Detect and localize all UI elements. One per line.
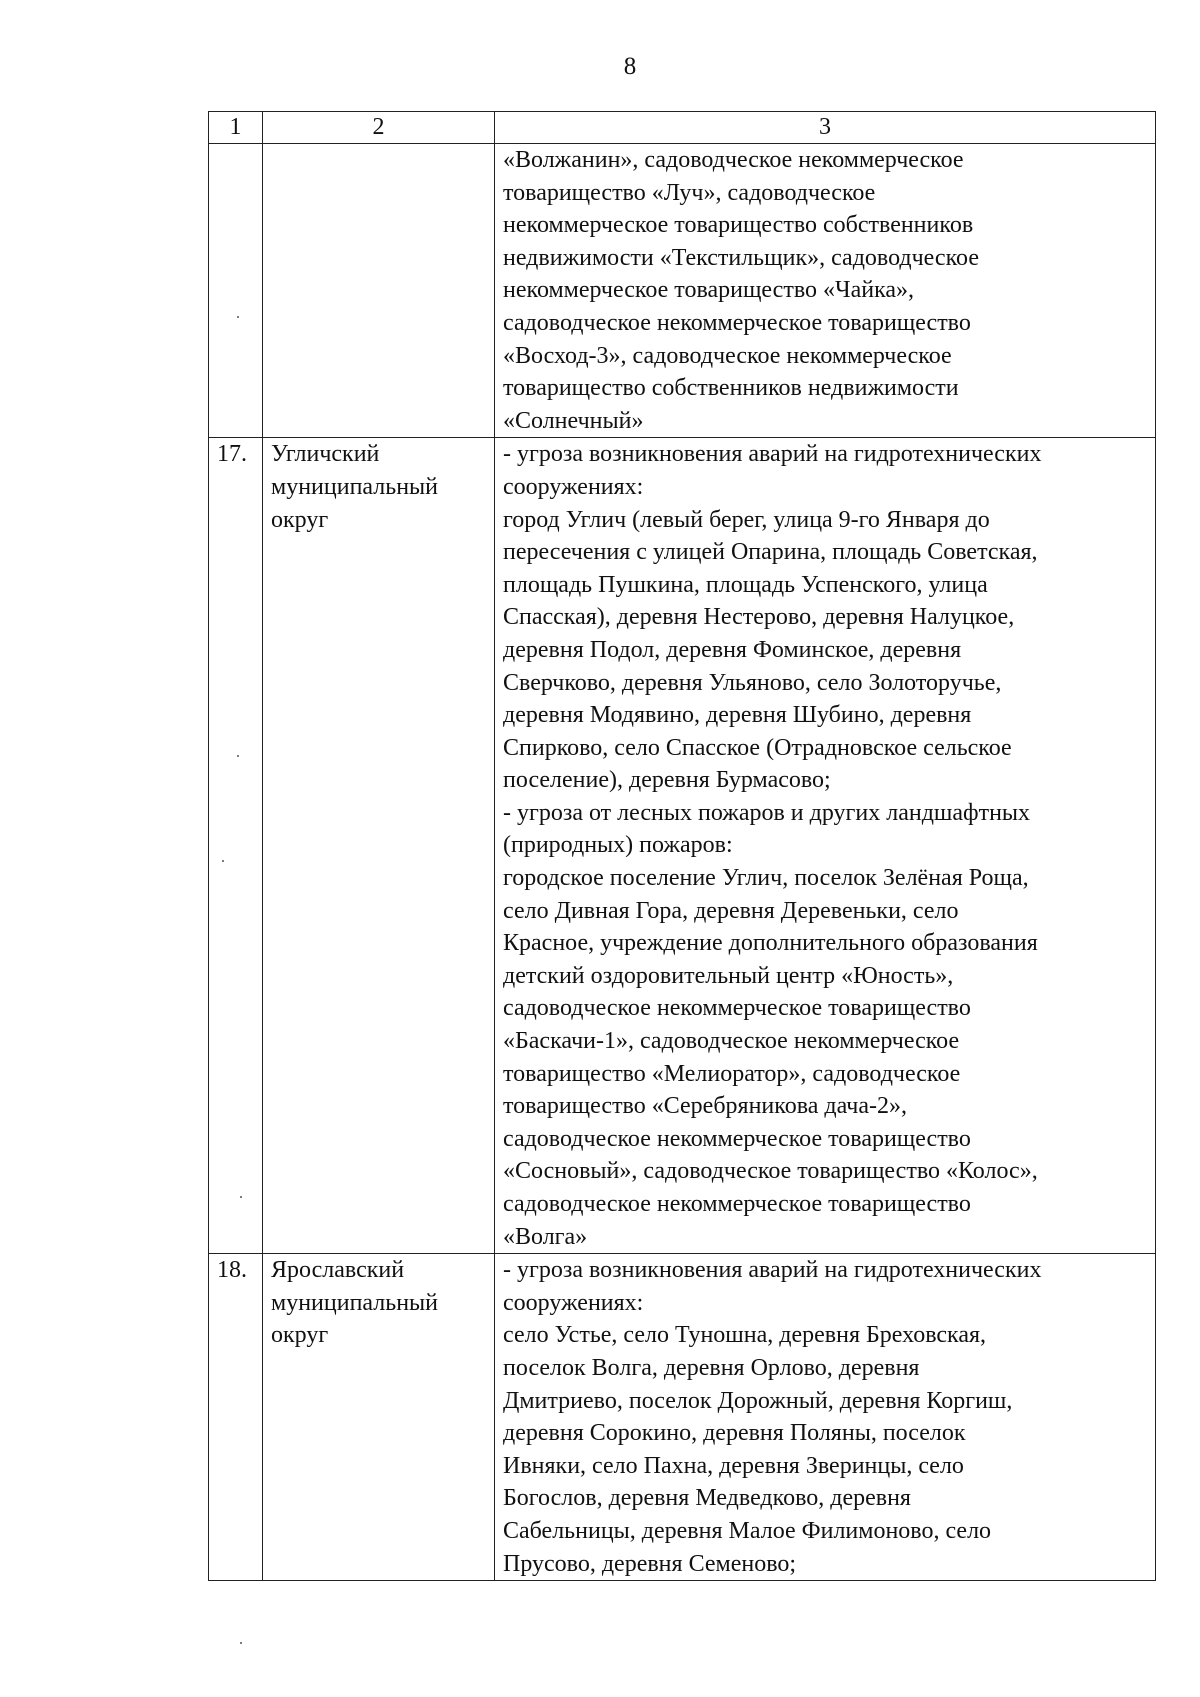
scan-speck: [222, 860, 224, 862]
scan-speck: [240, 1196, 242, 1198]
threat-description: [495, 438, 1156, 1254]
page-number: 8: [623, 53, 637, 80]
description-line: товарищество «Луч», садоводческое: [503, 179, 876, 206]
description-line: Сабельницы, деревня Малое Филимоново, село: [503, 1517, 992, 1544]
description-line: деревня Подол, деревня Фоминское, деревня: [503, 636, 962, 663]
description-line: Ивняки, село Пахна, деревня Зверинцы, село: [503, 1452, 964, 1479]
description-line: «Волга»: [503, 1223, 588, 1250]
description-line: Сверчково, деревня Ульяново, село Золоторучье,: [503, 669, 1002, 696]
description-line: поселение), деревня Бурмасово;: [503, 767, 831, 794]
threat-description: [495, 144, 1156, 438]
description-line: пересечения с улицей Опарина, площадь Советская,: [503, 539, 1038, 566]
description-line: сооружениях:: [503, 1289, 644, 1316]
description-line: «Восход-3», садоводческое некоммерческое: [503, 342, 952, 369]
description-line: городское поселение Углич, поселок Зелёная Роща,: [503, 865, 1029, 892]
column-header-2: 2: [263, 112, 495, 144]
row-number: 17.: [209, 438, 263, 1254]
description-line: село Устье, село Туношна, деревня Бреховская,: [503, 1322, 987, 1349]
description-line: село Дивная Гора, деревня Деревеньки, село: [503, 897, 959, 924]
description-line: некоммерческое товарищество «Чайка»,: [503, 277, 915, 304]
description-line: Богослов, деревня Медведково, деревня: [503, 1485, 911, 1512]
description-line: Спирково, село Спасское (Отрадновское сельское: [503, 734, 1012, 761]
description-line: садоводческое некоммерческое товарищество: [503, 309, 971, 336]
district-line: округ: [271, 1322, 329, 1349]
scan-speck: [237, 316, 239, 318]
column-header-3: 3: [495, 112, 1156, 144]
district-line: округ: [271, 506, 329, 533]
district-name: [263, 1254, 495, 1581]
description-line: площадь Пушкина, площадь Успенского, улица: [503, 571, 988, 598]
document-table: [208, 111, 1156, 1581]
district-line: Угличский: [271, 441, 380, 468]
row-number: [209, 144, 263, 438]
district-line: Ярославский: [271, 1257, 405, 1284]
table-row: [209, 1254, 1156, 1581]
description-line: товарищество «Мелиоратор», садоводческое: [503, 1060, 961, 1087]
district-line: муниципальный: [271, 1289, 439, 1316]
description-line: садоводческое некоммерческое товарищество: [503, 1191, 971, 1217]
description-line: сооружениях:: [503, 473, 644, 500]
description-line: товарищество «Серебряникова дача-2»,: [503, 1093, 907, 1120]
description-line: Красное, учреждение дополнительного образования: [503, 930, 1038, 957]
description-line: некоммерческое товарищество собственников: [503, 212, 974, 239]
table-row: [209, 438, 1156, 1254]
description-line: - угроза возникновения аварий на гидротехнических: [503, 441, 1042, 468]
description-line: Спасская), деревня Нестерово, деревня Налуцкое,: [503, 604, 1015, 631]
district-line: муниципальный: [271, 473, 439, 500]
scan-speck: [237, 755, 239, 757]
description-line: недвижимости «Текстильщик», садоводческое: [503, 244, 979, 271]
description-line: садоводческое некоммерческое товарищество: [503, 1125, 971, 1152]
description-line: - угроза возникновения аварий на гидротехнических: [503, 1257, 1042, 1284]
description-line: «Баскачи-1», садоводческое некоммерческое: [503, 1028, 960, 1055]
description-line: Дмитриево, поселок Дорожный, деревня Коргиш,: [503, 1387, 1013, 1414]
district-name: [263, 144, 495, 438]
description-line: поселок Волга, деревня Орлово, деревня: [503, 1354, 920, 1381]
district-name: [263, 438, 495, 1254]
description-line: «Сосновый», садоводческое товарищество «Колос»,: [503, 1158, 1038, 1185]
description-line: деревня Модявино, деревня Шубино, деревня: [503, 702, 972, 729]
description-line: «Волжанин», садоводческое некоммерческое: [503, 147, 964, 173]
description-line: деревня Сорокино, деревня Поляны, поселок: [503, 1420, 966, 1447]
column-header-1: 1: [209, 112, 263, 144]
scan-speck: [240, 1642, 242, 1644]
description-line: садоводческое некоммерческое товарищество: [503, 995, 971, 1022]
table-row: [209, 144, 1156, 438]
table-header-row: [209, 112, 1156, 144]
threat-description: [495, 1254, 1156, 1581]
description-line: Прусово, деревня Семеново;: [503, 1550, 797, 1577]
description-line: (природных) пожаров:: [503, 832, 733, 859]
row-number: 18.: [209, 1254, 263, 1581]
description-line: детский оздоровительный центр «Юность»,: [503, 962, 954, 989]
description-line: товарищество собственников недвижимости: [503, 375, 959, 402]
description-line: город Углич (левый берег, улица 9-го Января до: [503, 506, 990, 533]
description-line: «Солнечный»: [503, 407, 644, 434]
description-line: - угроза от лесных пожаров и других ландшафтных: [503, 799, 1031, 826]
